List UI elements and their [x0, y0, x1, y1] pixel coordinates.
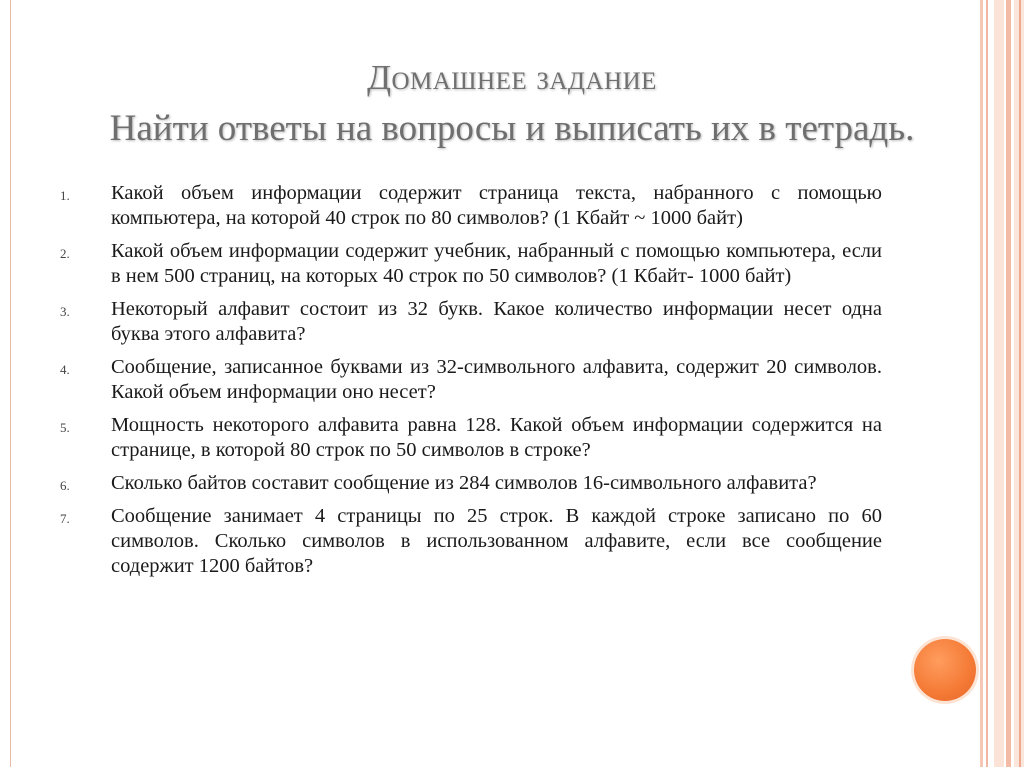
- list-item: [60, 297, 882, 347]
- item-number: 5.: [60, 420, 70, 435]
- list-item: [60, 413, 882, 463]
- item-text: Сообщение, записанное буквами из 32-символьного алфавита, содержит 20 символов. Какой объем информации оно несет?: [111, 356, 882, 403]
- question-list: [60, 181, 882, 587]
- item-number: 4.: [60, 362, 70, 377]
- list-item: [60, 181, 882, 231]
- item-text: Мощность некоторого алфавита равна 128. Какой объем информации содержится на странице, в которой 80 строк по 50 символов в строке?: [111, 414, 882, 461]
- item-number: 6.: [60, 478, 70, 493]
- item-number: 7.: [60, 511, 70, 526]
- slide-title: Домашнее задание: [367, 58, 657, 97]
- item-text: Сколько байтов составит сообщение из 284 символов 16-символьного алфавита?: [111, 472, 817, 494]
- item-number: 3.: [60, 304, 70, 319]
- list-item: [60, 355, 882, 405]
- item-text: Какой объем информации содержит учебник, набранный с помощью компьютера, если в нем 500 страниц, на которых 40 строк по 50 символов? (1 Кбайт- 1000 байт): [111, 240, 882, 287]
- item-text: Сообщение занимает 4 страницы по 25 строк. В каждой строке записано по 60 символов. Сколько символов в использованном алфавите, если все сообщение содержит 1200 байтов?: [111, 505, 882, 577]
- list-item: [60, 239, 882, 289]
- list-item: [60, 471, 882, 496]
- orange-circle-icon: [914, 639, 976, 701]
- item-text: Некоторый алфавит состоит из 32 букв. Какое количество информации несет одна буква этого алфавита?: [111, 298, 882, 345]
- slide-subtitle: Найти ответы на вопросы и выписать их в тетрадь.: [109, 108, 915, 149]
- item-number: 2.: [60, 246, 70, 261]
- list-item: [60, 504, 882, 579]
- item-text: Какой объем информации содержит страница текста, набранного с помощью компьютера, на которой 40 строк по 80 символов? (1 Кбайт ~ 1000 байт): [111, 182, 882, 229]
- item-number: 1.: [60, 188, 70, 203]
